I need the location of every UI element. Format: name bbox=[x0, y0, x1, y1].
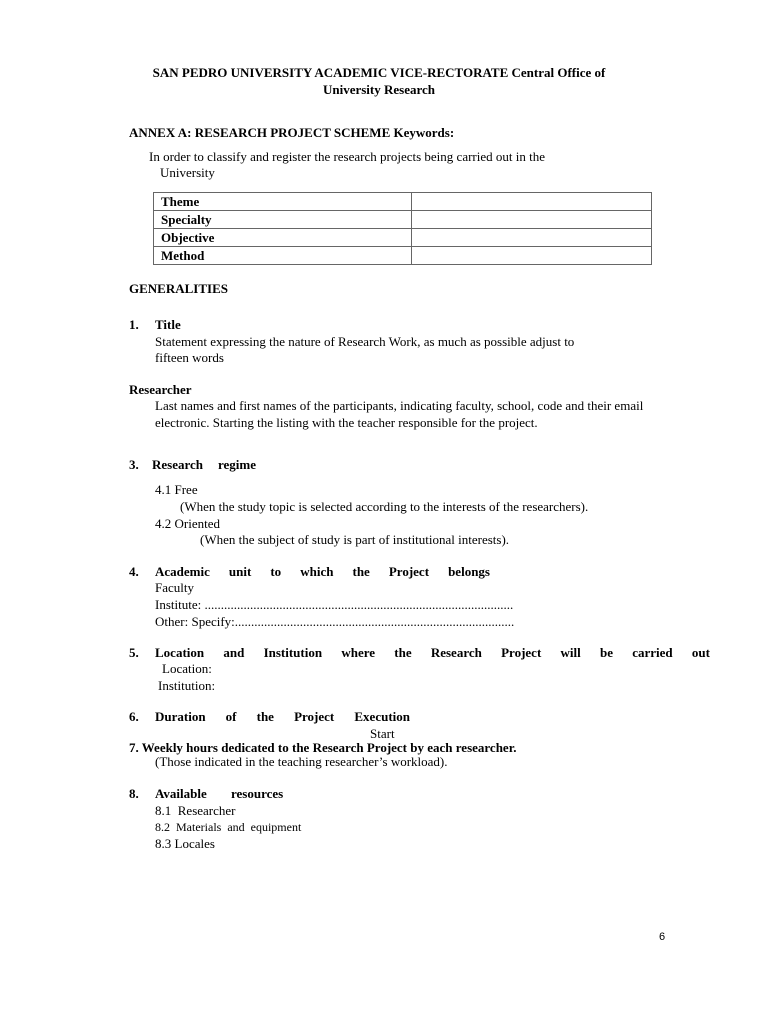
section4-title-word: the bbox=[352, 564, 370, 579]
annex-intro-line1: In order to classify and register the research projects being carried out in the bbox=[149, 149, 545, 164]
regime-item-note: (When the study topic is selected according to the interests of the researchers). bbox=[180, 499, 589, 514]
section4-title-word: Project bbox=[388, 564, 430, 579]
page-number: 6 bbox=[659, 931, 666, 943]
keyword-label: Objective bbox=[154, 229, 412, 247]
section4-title-word: to bbox=[270, 564, 282, 579]
keyword-value bbox=[412, 229, 652, 247]
table-row bbox=[154, 193, 652, 211]
section4-institute: Institute: ............................................................................................... bbox=[155, 597, 514, 612]
section8-title-word: Available bbox=[155, 786, 207, 801]
section6-title-word: the bbox=[256, 709, 274, 724]
section7-note: (Those indicated in the teaching researcher’s workload). bbox=[155, 754, 448, 769]
section5-title-word: be bbox=[600, 645, 613, 660]
table-row bbox=[154, 229, 652, 247]
section4-title-word: belongs bbox=[448, 564, 490, 579]
section6-title bbox=[155, 709, 410, 724]
section6-title-word: Duration bbox=[155, 709, 206, 724]
regime-item-note: (When the subject of study is part of institutional interests). bbox=[200, 532, 510, 547]
resource-item: 8.1 Researcher bbox=[155, 803, 236, 818]
keyword-value bbox=[412, 247, 652, 265]
section3-number: 3. bbox=[129, 457, 139, 472]
researcher-text-line1: Last names and first names of the participants, indicating faculty, school, code and their email bbox=[155, 398, 644, 413]
keyword-value bbox=[412, 193, 652, 211]
section6-number: 6. bbox=[129, 709, 139, 724]
section1-number: 1. bbox=[129, 317, 139, 332]
section5-title-word: carried bbox=[632, 645, 673, 660]
table-row bbox=[154, 247, 652, 265]
annex-intro-line2: University bbox=[160, 165, 215, 180]
section1-text-line1: Statement expressing the nature of Research Work, as much as possible adjust to bbox=[155, 334, 575, 349]
section6-title-word: of bbox=[225, 709, 237, 724]
section7-title: 7. Weekly hours dedicated to the Research Project by each researcher. bbox=[129, 740, 517, 755]
section3-title-word: Research bbox=[152, 457, 204, 472]
keyword-value bbox=[412, 211, 652, 229]
table-row bbox=[154, 211, 652, 229]
document-header-line1: SAN PEDRO UNIVERSITY ACADEMIC VICE-RECTORATE Central Office of bbox=[152, 65, 606, 80]
resource-item: 8.2 Materials and equipment bbox=[155, 820, 302, 834]
section5-title-word: where bbox=[341, 645, 376, 660]
section5-title-word: out bbox=[691, 645, 710, 660]
section4-title-word: which bbox=[300, 564, 334, 579]
section8-number: 8. bbox=[129, 786, 139, 801]
researcher-text-line2: electronic. Starting the listing with the teacher responsible for the project. bbox=[155, 415, 538, 430]
section6-title-word: Project bbox=[294, 709, 335, 724]
researcher-title: Researcher bbox=[129, 382, 192, 397]
section5-institution: Institution: bbox=[158, 678, 216, 693]
keyword-label: Specialty bbox=[154, 211, 412, 229]
document-header-line2: University Research bbox=[322, 82, 436, 97]
section4-other: Other: Specify:...................................................................................... bbox=[155, 614, 515, 629]
annex-title: ANNEX A: RESEARCH PROJECT SCHEME Keywords: bbox=[129, 125, 455, 140]
section6-title-word: Execution bbox=[354, 709, 410, 724]
section5-title-word: will bbox=[560, 645, 581, 660]
section6-start: Start bbox=[370, 726, 395, 741]
section5-title-word: Location bbox=[155, 645, 205, 660]
section4-title bbox=[155, 564, 490, 579]
generalities-heading: GENERALITIES bbox=[129, 281, 228, 296]
section5-title-word: the bbox=[394, 645, 412, 660]
resource-item: 8.3 Locales bbox=[155, 836, 215, 851]
keyword-label: Method bbox=[154, 247, 412, 265]
section5-title-word: Institution bbox=[263, 645, 323, 660]
section5-title-word: Research bbox=[430, 645, 482, 660]
regime-item-label: 4.1 Free bbox=[155, 482, 198, 497]
section1-title: Title bbox=[155, 317, 181, 332]
section5-number: 5. bbox=[129, 645, 139, 660]
section1-text-line2: fifteen words bbox=[155, 350, 224, 365]
section4-title-word: unit bbox=[228, 564, 252, 579]
section5-location: Location: bbox=[162, 661, 212, 676]
section4-faculty: Faculty bbox=[155, 580, 194, 595]
section3-title-word: regime bbox=[218, 457, 257, 472]
keyword-label: Theme bbox=[154, 193, 412, 211]
section5-title-word: Project bbox=[501, 645, 542, 660]
section8-title-word: resources bbox=[231, 786, 284, 801]
section4-title-word: Academic bbox=[155, 564, 210, 579]
regime-item-label: 4.2 Oriented bbox=[155, 516, 220, 531]
keywords-table bbox=[153, 192, 652, 265]
section5-title-word: and bbox=[223, 645, 245, 660]
section5-title bbox=[155, 645, 710, 660]
section4-number: 4. bbox=[129, 564, 139, 579]
